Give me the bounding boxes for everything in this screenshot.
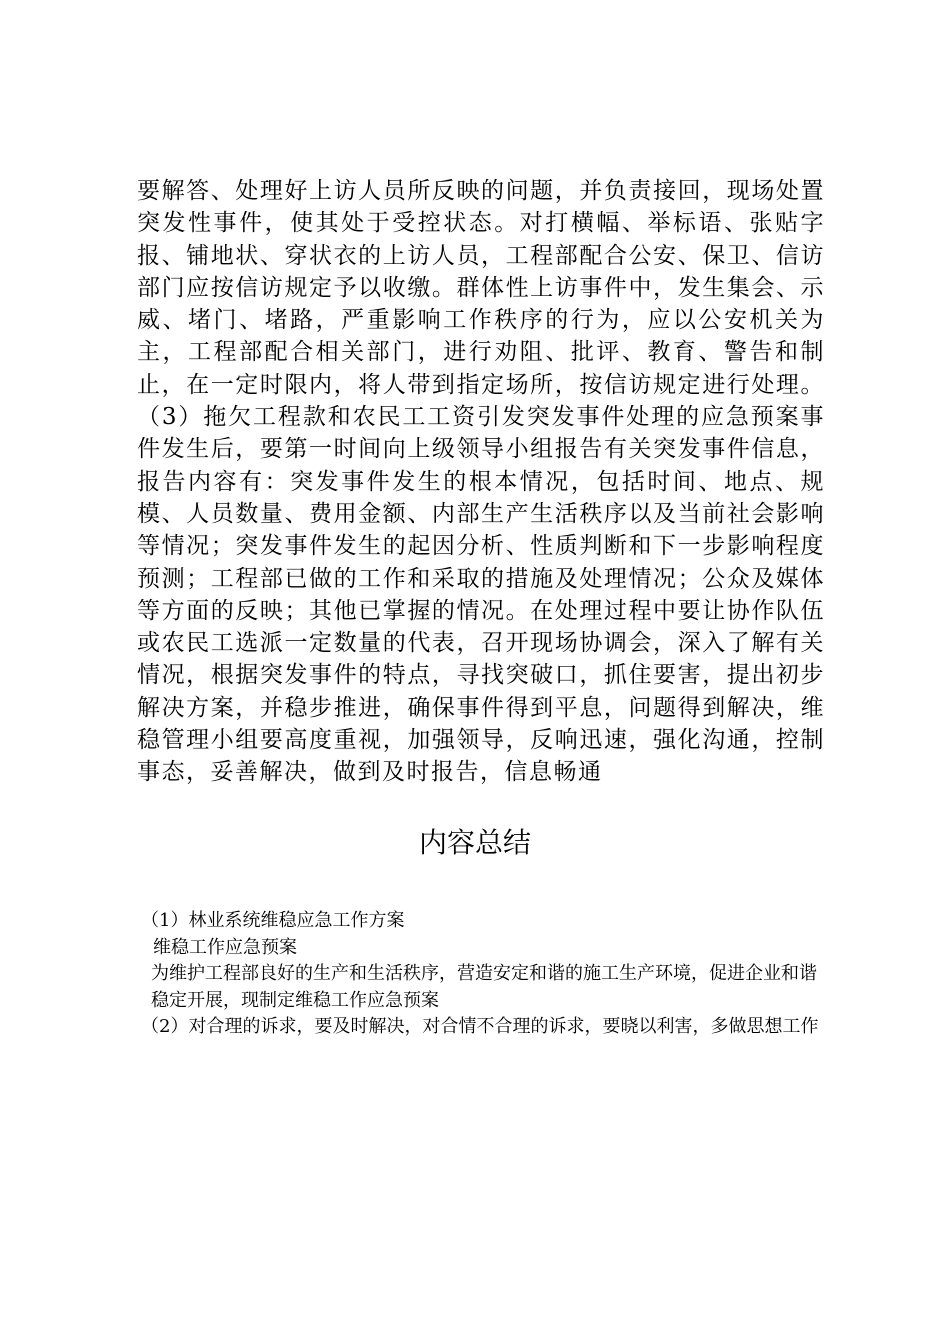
summary-item-3: 为维护工程部良好的生产和生活秩序，营造安定和谐的施工生产环境，促进企业和谐稳定开展，现制定维稳工作应急预案	[151, 963, 817, 1011]
summary-body	[137, 908, 825, 1041]
summary-item-4: （2）对合理的诉求，要及时解决，对合情不合理的诉求，要晓以利害，多做思想工作	[141, 1016, 819, 1037]
summary-item-2: 维稳工作应急预案	[153, 936, 297, 958]
summary-item-1: （1）林业系统维稳应急工作方案	[141, 910, 405, 931]
main-paragraph: 要解答、处理好上访人员所反映的问题，并负责接回，现场处置突发性事件，使其处于受控状态。对打横幅、举标语、张贴字报、铺地状、穿状衣的上访人员，工程部配合公安、保卫、信访部门应按信访规定予以收缴。群体性上访事件中，发生集会、示威、堵门、堵路，严重影响工作秩序的行为，应以公安机关为主，工程部配合相关部门，进行劝阻、批评、教育、警告和制止，在一定时限内，将人带到指定场所，按信访规定进行处理。（3）拖欠工程款和农民工工资引发突发事件处理的应急预案事件发生后，要第一时间向上级领导小组报告有关突发事件信息，报告内容有：突发事件发生的根本情况，包括时间、地点、规模、人员数量、费用金额、内部生产生活秩序以及当前社会影响等情况；突发事件发生的起因分析、性质判断和下一步影响程度预测；工程部已做的工作和采取的措施及处理情况；公众及媒体等方面的反映；其他已掌握的情况。在处理过程中要让协作队伍或农民工选派一定数量的代表，召开现场协调会，深入了解有关情况，根据突发事件的特点，寻找突破口，抓住要害，提出初步解决方案，并稳步推进，确保事件得到平息，问题得到解决，维稳管理小组要高度重视，加强领导，反响迅速，强化沟通，控制事态，妥善解决，做到及时报告，信息畅通	[137, 178, 825, 786]
summary-title: 内容总结	[418, 826, 531, 859]
